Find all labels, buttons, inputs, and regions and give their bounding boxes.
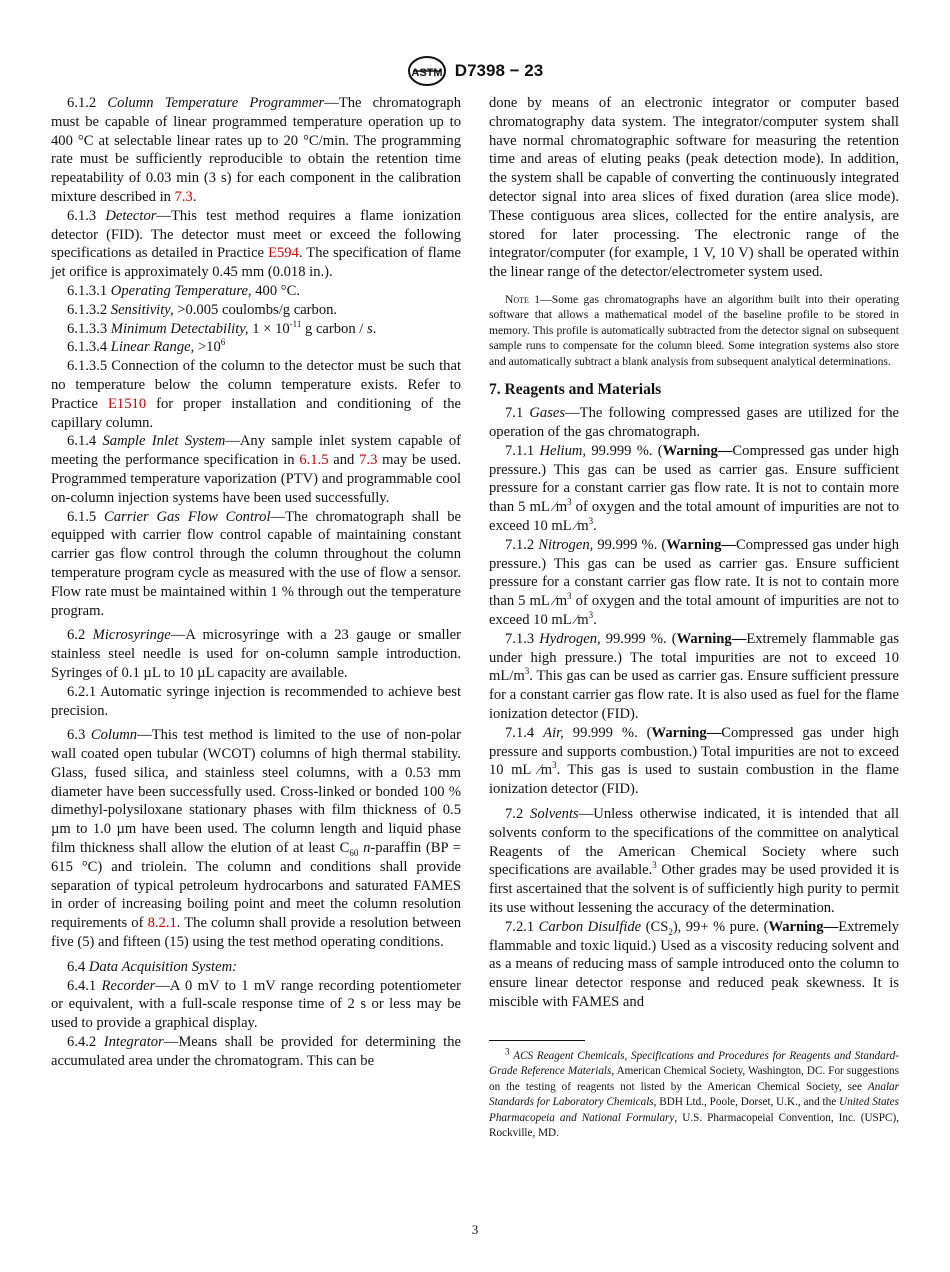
section-6-2: 6.2 Microsyringe—A microsyringe with a 23 gauge or smaller stainless steel needle is used for on-column sample introduction. Syringes of 0.1 µL to 10 µL capacity are available. (51, 627, 462, 681)
footnote-3: $^3$ ACS Reagent Chemicals, Specifications and Procedures for Reagents and Standard-Grade Reference Materials, American Chemical Society, Washington, DC. For suggestions on the testing of reagents not listed by the American Chemical Society, see Analar Standards for Laboratory Chemicals, BDH Ltd., Poole, Dorset, U.K., and the United States Pharmacopeia and National Formulary, U.S. Pharmacopeial Convention, Inc. (USPC), Rockville, MD. (489, 1046, 899, 1140)
astm-logo-icon (407, 55, 447, 87)
section-6-1-3: 6.1.3 Detector—This test method requires a flame ionization detector (FID). The detector must meet or exceed the following specifications as detailed in Practice E594. The specification of flame jet orifice is approximately 0.45 mm (0.018 in.). (51, 207, 462, 281)
footnote-ref-3[interactable]: 3 (652, 860, 657, 871)
section-7-2-1: 7.2.1 Carbon Disulfide $(CS_2)$, 99+ % pure. (Warning—Extremely flammable and toxic liquid.) Used as a viscosity reducing solvent and as a means of reducing mass of sample introduced onto the column to ensure linear detector response and reduced peak skewness. It is miscible with FAMES and (489, 918, 899, 1010)
page-header (0, 55, 950, 87)
section-6-4: 6.4 Data Acquisition System: (67, 958, 237, 975)
section-6-4-2-continued: done by means of an electronic integrator or computer based chromatography data system. The integrator/computer system shall have normal chromatographic software for measuring the retention time and areas of eluting peaks (peak detection mode). In addition, the system shall be capable of converting the continuously integrated detector signal into area slices of fixed duration (area slice mode). These contiguous area slices, collected for the entire analysis, are stored for later processing. The electronic range of the integrator/computer (for example, 1 V, 10 V) shall be operated within the linear range of the detector/electrometer system used. (489, 95, 899, 281)
heading-reagents-and-materials: 7. Reagents and Materials (489, 381, 662, 399)
section-7-1-3: 7.1.3 Hydrogen, 99.999 %. (Warning—Extremely flammable gas under high pressure.) The total impurities are not to exceed 10 $mL/m^3$. This gas can be used as carrier gas. Ensure sufficient pressure for a constant carrier gas flow rate. It is also used as fuel for the flame ionization detector (FID). (489, 630, 899, 723)
section-6-1-3-2: 6.1.3.2 Sensitivity, >0.005 coulombs/g carbon. (67, 301, 338, 318)
section-6-3: 6.3 Column—This test method is limited to the use of non-polar wall coated open tubular (WCOT) columns of high thermal stability. Glass, fused silica, and stainless steel columns, with a 0.53 mm diameter have been successfully used. Cross-linked or bonded 100 % dimethyl-polysiloxane stationary phases with film thickness of 0.5 µm to 1.0 µm have been used. The column length and liquid phase film thickness shall allow the elution of at least $C_{60}$ n-paraffin (BP = 615 °C) and triolein. The column and conditions shall provide separation of typical petroleum hydrocarbons and saturated FAMES in order of increasing boiling point and meet the column resolution requirements of 8.2.1. The column shall provide a resolution between five (5) and fifteen (15) using the test method operating conditions. (51, 727, 462, 951)
page-number: 3 (471, 1222, 479, 1237)
section-6-1-5: 6.1.5 Carrier Gas Flow Control—The chromatograph shall be equipped with carrier flow control capable of maintaining constant carrier gas flow control through the column throughout the column temperature program cycle as measured with the use of flow a sensor. Flow rate must be maintained within 1 % through out the temperature program. (51, 508, 461, 619)
link-7-3[interactable]: 7.3 (359, 452, 378, 469)
document-designation: D7398 − 23 (454, 61, 544, 80)
section-6-4-2: 6.4.2 Integrator—Means shall be provided for determining the accumulated area under the chromatogram. This can be (51, 1034, 462, 1069)
link-e594[interactable]: E594 (268, 245, 299, 262)
section-7-2: 7.2 Solvents—Unless otherwise indicated, it is intended that all solvents conform to the specifications of the committee on analytical Reagents of the American Chemical Society where such specifications are available.$^3$ Other grades may be used provided it is first ascertained that the solvent is of sufficiently high purity to permit its use without lessening the accuracy of the determination. (489, 806, 900, 916)
link-8-2-1[interactable]: 8.2.1 (147, 915, 177, 932)
section-7-1: 7.1 Gases—The following compressed gases are utilized for the operation of the gas chromatograph. (489, 405, 899, 441)
svg-text:ASTM: ASTM (411, 67, 443, 79)
section-6-1-3-4: 6.1.3.4 Linear Range, $>10^6$ (67, 337, 226, 356)
section-6-2-1: 6.2.1 Automatic syringe injection is recommended to achieve best precision. (51, 683, 461, 719)
left-column (51, 94, 461, 1071)
section-7-1-2: 7.1.2 Nitrogen, 99.999 %. (Warning—Compressed gas under high pressure.) This gas can be used as carrier gas. Ensure sufficient pressure for a constant carrier gas flow rate. It is not to contain more than 5 mL $⁄m^3$ of oxygen and the total amount of impurities are not to exceed 10 mL $⁄m^3$. (489, 536, 900, 629)
note-1: Note 1—Some gas chromatographs have an algorithm built into their operating software that allows a mathematical model of the baseline profile to be stored in memory. This profile is automatically subtracted from the detector signal on subsequent sample runs to compensate for the column bleed. Some integration systems also store and automatically subtract a blank analysis from subsequent analytical determinations. (489, 292, 899, 368)
section-7-1-4: 7.1.4 Air, 99.999 %. (Warning—Compressed gas under high pressure and supports combustion.) Total impurities are not to exceed 10 mL $⁄m^3$. This gas is used to sustain combustion in the flame ionization detector (FID). (489, 724, 899, 798)
footnote-divider (489, 1040, 585, 1041)
section-6-1-4: 6.1.4 Sample Inlet System—Any sample inlet system capable of meeting the performance specification in 6.1.5 and 7.3 may be used. Programmed temperature vaporization (PTV) and programmable cool on-column injection systems have been used successfully. (51, 433, 461, 506)
right-column (489, 94, 899, 1142)
section-6-4-1: 6.4.1 Recorder—A 0 mV to 1 mV range recording potentiometer or equivalent, with a full-scale response time of 2 s or less may be used to provide a graphical display. (51, 977, 461, 1032)
section-6-1-2: 6.1.2 Column Temperature Programmer—The chromatograph must be capable of linear programmed temperature operation up to 400 °C at selectable linear rates up to 20 °C/min. The programming rate must be sufficiently reproducible to obtain the retention time repeatability of 0.03 min (3 s) for each component in the calibration mixture described in 7.3. (51, 95, 461, 205)
link-e1510[interactable]: E1510 (108, 395, 147, 412)
link-6-1-5[interactable]: 6.1.5 (299, 452, 329, 469)
section-6-1-3-3: 6.1.3.3 Minimum Detectability, $1 \times 10^{-11}$ g carbon / s. (67, 318, 377, 337)
section-6-1-3-1: 6.1.3.1 Operating Temperature, 400 °C. (67, 282, 300, 299)
section-7-1-1: 7.1.1 Helium, 99.999 %. (Warning—Compressed gas under high pressure.) This gas can be used as carrier gas. Ensure sufficient pressure for a constant carrier gas flow rate. It is not to contain more than 5 mL $⁄m^3$ of oxygen and the total amount of impurities are not to exceed 10 mL $⁄m^3$. (489, 442, 900, 535)
section-6-1-3-5: 6.1.3.5 Connection of the column to the detector must be such that no temperature below the column temperature exists. Refer to Practice E1510 for proper installation and conditioning of the capillary column. (51, 358, 461, 431)
link-7-3[interactable]: 7.3 (174, 188, 193, 205)
